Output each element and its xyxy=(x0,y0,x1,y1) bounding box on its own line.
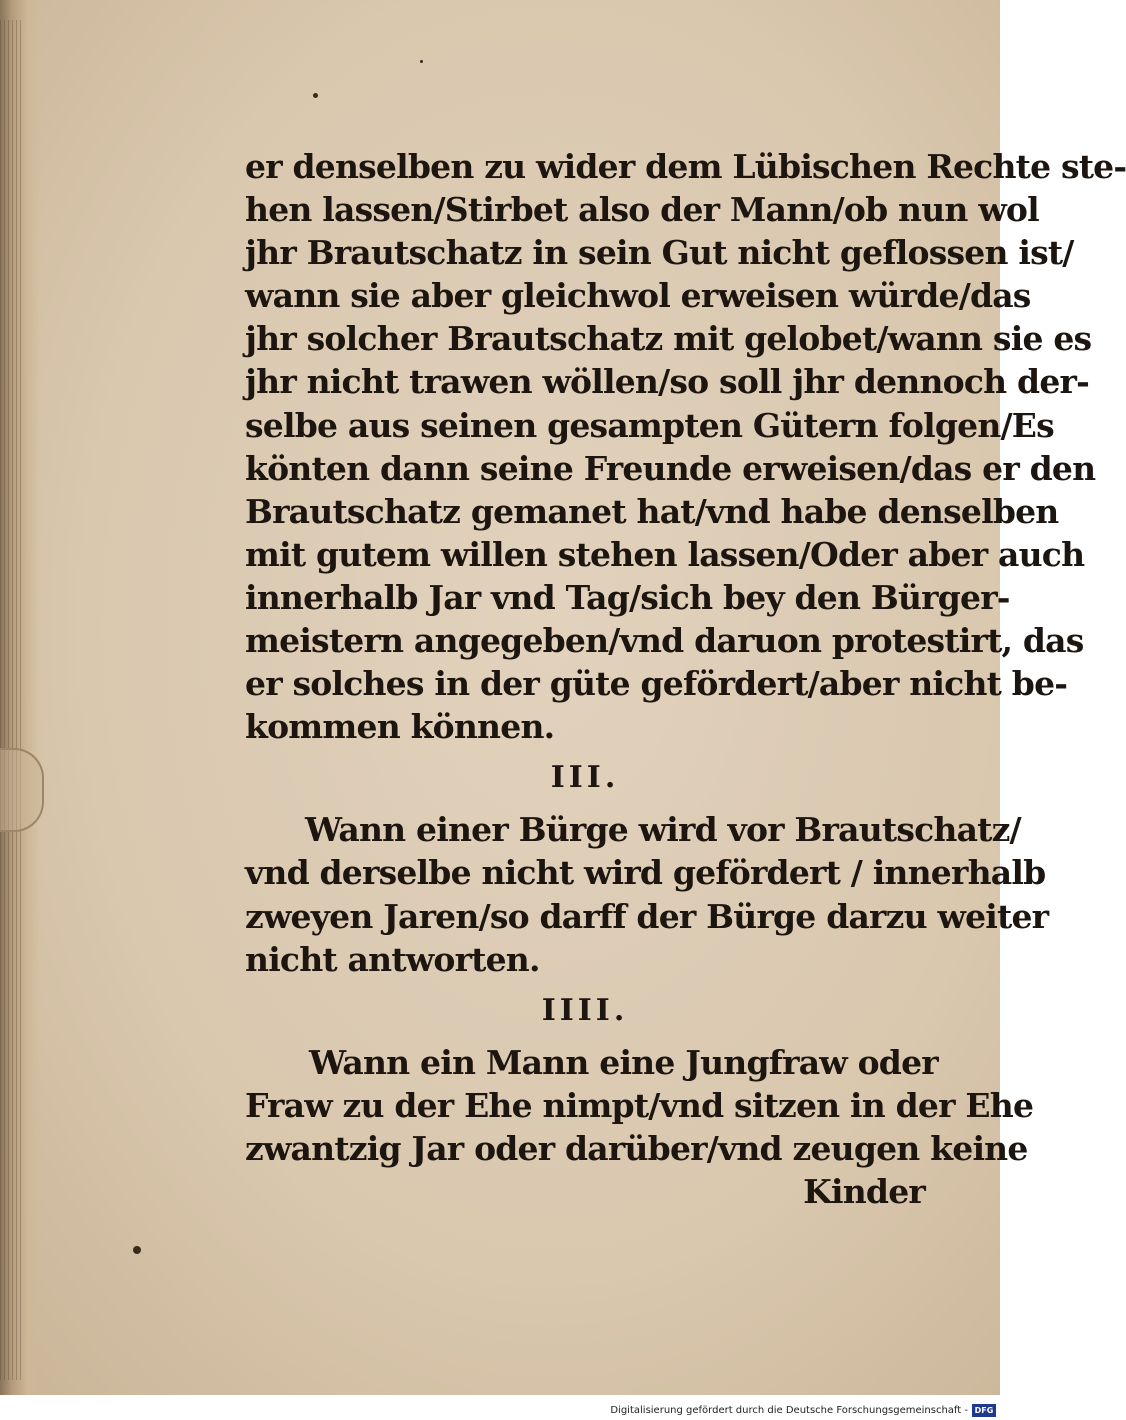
text-line: hen lassen/Stirbet also der Mann/ob nun wol xyxy=(245,190,1039,230)
page-text xyxy=(245,145,1126,1213)
paper-speck xyxy=(420,60,423,63)
text-line: vnd derselbe nicht wird gefördert / innerhalb xyxy=(245,853,1046,893)
text-line: wann sie aber gleichwol erweisen würde/das xyxy=(245,276,1031,316)
text-line: kommen können. xyxy=(245,707,555,747)
text-line: zweyen Jaren/so darff der Bürge darzu weiter xyxy=(245,896,1049,936)
text-line: Wann einer Bürge wird vor Brautschatz/ xyxy=(305,810,1021,850)
paper-speck xyxy=(133,1246,141,1254)
page-edges xyxy=(0,20,22,1380)
section-heading: IIII. xyxy=(541,992,629,1028)
footer xyxy=(605,1401,1000,1420)
text-line: selbe aus seinen gesampten Gütern folgen/Es xyxy=(245,405,1054,445)
section-heading: III. xyxy=(550,760,620,796)
footer-credit: Digitalisierung gefördert durch die Deutsche Forschungsgemeinschaft - xyxy=(610,1405,968,1416)
text-line: jhr Brautschatz in sein Gut nicht geflossen ist/ xyxy=(245,233,1074,273)
text-line: jhr solcher Brautschatz mit gelobet/wann sie es xyxy=(245,319,1092,359)
text-line: er denselben zu wider dem Lübischen Rechte ste- xyxy=(245,147,1126,186)
text-line: Brautschatz gemanet hat/vnd habe denselben xyxy=(245,491,1059,531)
dfg-logo: DFG xyxy=(972,1404,996,1417)
text-line: könten dann seine Freunde erweisen/das er den xyxy=(245,448,1096,488)
text-line: Wann ein Mann eine Jungfraw oder xyxy=(309,1042,938,1082)
text-line: innerhalb Jar vnd Tag/sich bey den Bürger- xyxy=(245,577,1010,617)
paper-speck xyxy=(313,93,318,98)
text-line: er solches in der güte gefördert/aber nicht be- xyxy=(245,664,1068,704)
book-clasp xyxy=(0,748,44,832)
catchword: Kinder xyxy=(803,1171,925,1211)
text-line: jhr nicht trawen wöllen/so soll jhr dennoch der- xyxy=(245,362,1090,402)
text-line: nicht antworten. xyxy=(245,939,540,979)
text-line: meistern angegeben/vnd daruon protestirt, das xyxy=(245,621,1084,661)
text-line: mit gutem willen stehen lassen/Oder aber auch xyxy=(245,534,1085,574)
text-line: Fraw zu der Ehe nimpt/vnd sitzen in der Ehe xyxy=(245,1085,1034,1125)
text-line: zwantzig Jar oder darüber/vnd zeugen keine xyxy=(245,1128,1028,1168)
